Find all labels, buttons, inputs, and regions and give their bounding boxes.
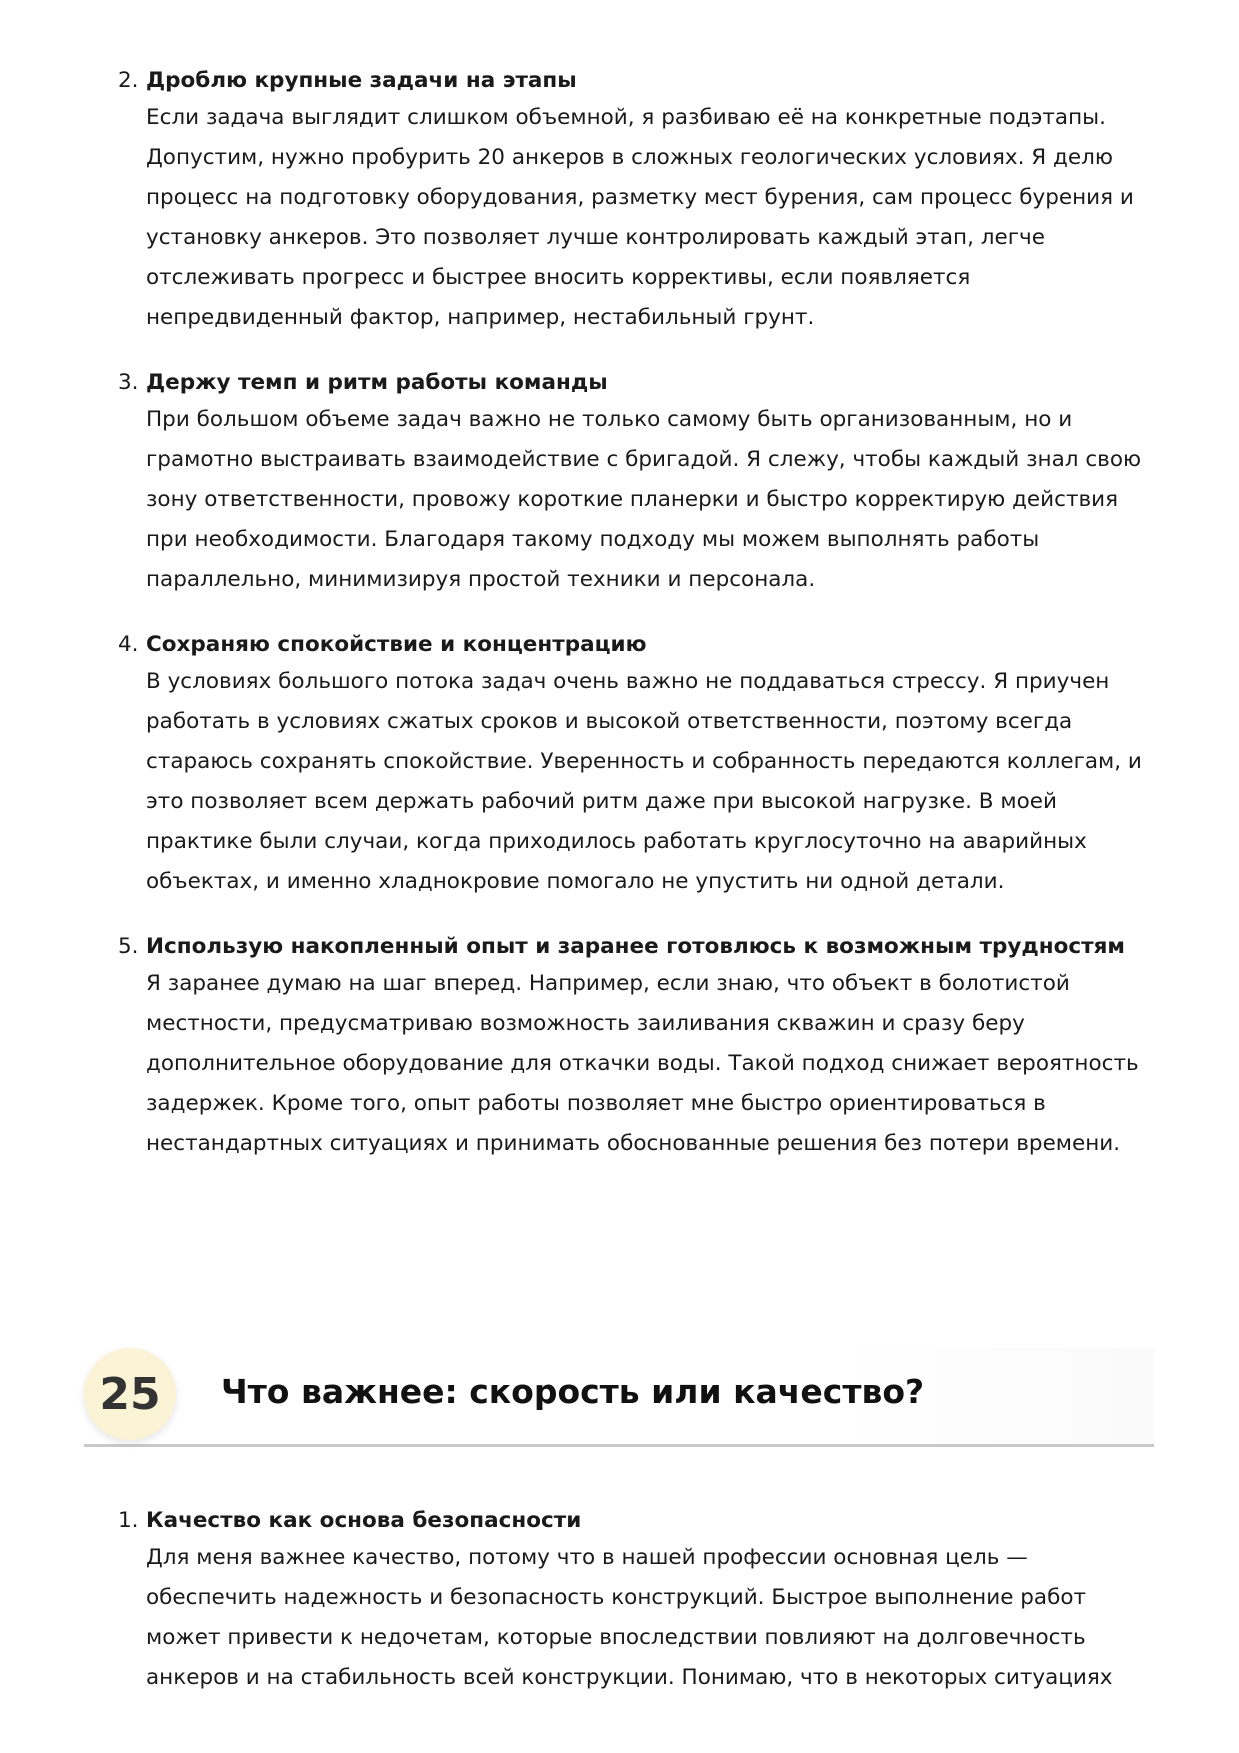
list-item: [116, 366, 1166, 600]
body-line: непредвиденный фактор, например, нестабильный грунт.: [146, 305, 815, 330]
answer-list: [116, 64, 1166, 1192]
section-header: [84, 1348, 1154, 1447]
item-body: [146, 1538, 1166, 1698]
list-item: [116, 64, 1166, 338]
body-line: это позволяет всем держать рабочий ритм даже при высокой нагрузке. В моей: [146, 789, 1057, 814]
body-line: отслеживать прогресс и быстрее вносить коррективы, если появляется: [146, 265, 971, 290]
list-item: [116, 1504, 1166, 1698]
item-number: 3.: [118, 370, 139, 395]
item-number: 5.: [118, 934, 139, 959]
answer-list: [116, 1504, 1166, 1726]
item-title: Держу темп и ритм работы команды: [146, 370, 608, 395]
body-line: анкеров и на стабильность всей конструкции. Понимаю, что в некоторых ситуациях: [146, 1665, 1113, 1690]
body-line: местности, предусматриваю возможность заиливания скважин и сразу беру: [146, 1011, 1025, 1036]
body-line: В условиях большого потока задач очень важно не поддаваться стрессу. Я приучен: [146, 669, 1110, 694]
item-title: Дроблю крупные задачи на этапы: [146, 68, 577, 93]
question-number: 25: [99, 1368, 161, 1420]
body-line: процесс на подготовку оборудования, разметку мест бурения, сам процесс бурения и: [146, 185, 1134, 210]
body-line: стараюсь сохранять спокойствие. Уверенность и собранность передаются коллегам, и: [146, 749, 1142, 774]
body-line: Для меня важнее качество, потому что в нашей профессии основная цель —: [146, 1545, 1028, 1570]
list-item: [116, 930, 1166, 1164]
body-line: параллельно, минимизируя простой техники и персонала.: [146, 567, 816, 592]
body-line: Если задача выглядит слишком объемной, я разбиваю её на конкретные подэтапы.: [146, 105, 1106, 130]
body-line: дополнительное оборудование для откачки воды. Такой подход снижает вероятность: [146, 1051, 1139, 1076]
body-line: практике были случаи, когда приходилось работать круглосуточно на аварийных: [146, 829, 1087, 854]
question-number-badge: [84, 1348, 176, 1440]
body-line: Я заранее думаю на шаг вперед. Например, если знаю, что объект в болотистой: [146, 971, 1070, 996]
item-number: 2.: [118, 68, 139, 93]
item-body: [146, 400, 1166, 600]
body-line: обеспечить надежность и безопасность конструкций. Быстрое выполнение работ: [146, 1585, 1087, 1610]
body-line: При большом объеме задач важно не только самому быть организованным, но и: [146, 407, 1073, 432]
item-body: [146, 662, 1166, 902]
item-title: Использую накопленный опыт и заранее готовлюсь к возможным трудностям: [146, 934, 1125, 959]
body-line: объектах, и именно хладнокровие помогало не упустить ни одной детали.: [146, 869, 1005, 894]
body-line: работать в условиях сжатых сроков и высокой ответственности, поэтому всегда: [146, 709, 1073, 734]
item-number: 4.: [118, 632, 139, 657]
body-line: нестандартных ситуациях и принимать обоснованные решения без потери времени.: [146, 1131, 1121, 1156]
body-line: зону ответственности, провожу короткие планерки и быстро корректирую действия: [146, 487, 1119, 512]
list-item: [116, 628, 1166, 902]
body-line: может привести к недочетам, которые впоследствии повлияют на долговечность: [146, 1625, 1086, 1650]
item-title: Сохраняю спокойствие и концентрацию: [146, 632, 647, 657]
body-line: Допустим, нужно пробурить 20 анкеров в сложных геологических условиях. Я делю: [146, 145, 1113, 170]
item-body: [146, 98, 1166, 338]
item-title: Качество как основа безопасности: [146, 1508, 582, 1533]
body-line: грамотно выстраивать взаимодействие с бригадой. Я слежу, чтобы каждый знал свою: [146, 447, 1142, 472]
section-title: Что важнее: скорость или качество?: [221, 1372, 925, 1411]
item-body: [146, 964, 1166, 1164]
body-line: при необходимости. Благодаря такому подходу мы можем выполнять работы: [146, 527, 1040, 552]
body-line: установку анкеров. Это позволяет лучше контролировать каждый этап, легче: [146, 225, 1045, 250]
body-line: задержек. Кроме того, опыт работы позволяет мне быстро ориентироваться в: [146, 1091, 1046, 1116]
item-number: 1.: [118, 1508, 139, 1533]
